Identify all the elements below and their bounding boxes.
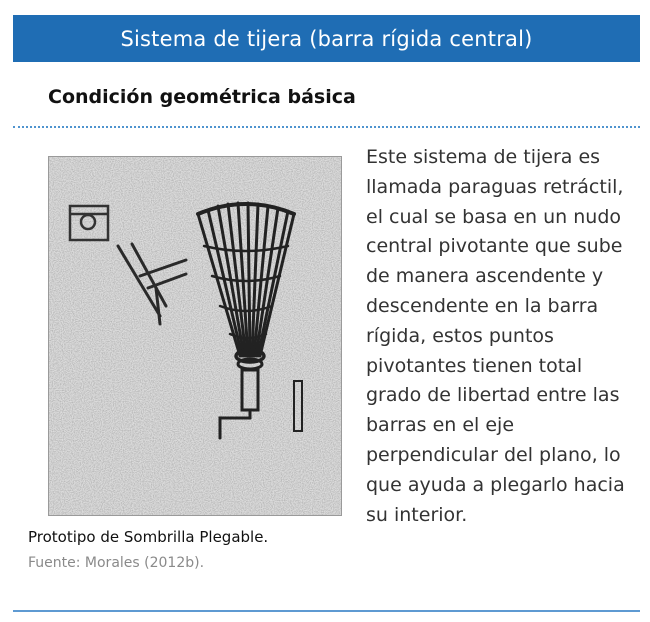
figure-source: Fuente: Morales (2012b). [28,555,205,571]
figure-caption: Prototipo de Sombrilla Plegable. [28,528,269,546]
umbrella-sketch-image [48,156,342,516]
description-text: Este sistema de tijera es llamada paraguas retráctil, el cual se basa en un nudo central pivotante que sube de manera ascendente y descendente en la barra rígida, estos puntos pivotantes tienen total grado de libertad entre las barras en el eje perpendicular del plano, lo que ayuda a plegarlo hacia su interior. [366,146,625,526]
header-title: Sistema de tijera (barra rígida central) [120,26,533,51]
header-bar [13,15,640,62]
bottom-divider [13,610,640,612]
dotted-divider [13,126,640,128]
section-title: Condición geométrica básica [48,86,356,108]
